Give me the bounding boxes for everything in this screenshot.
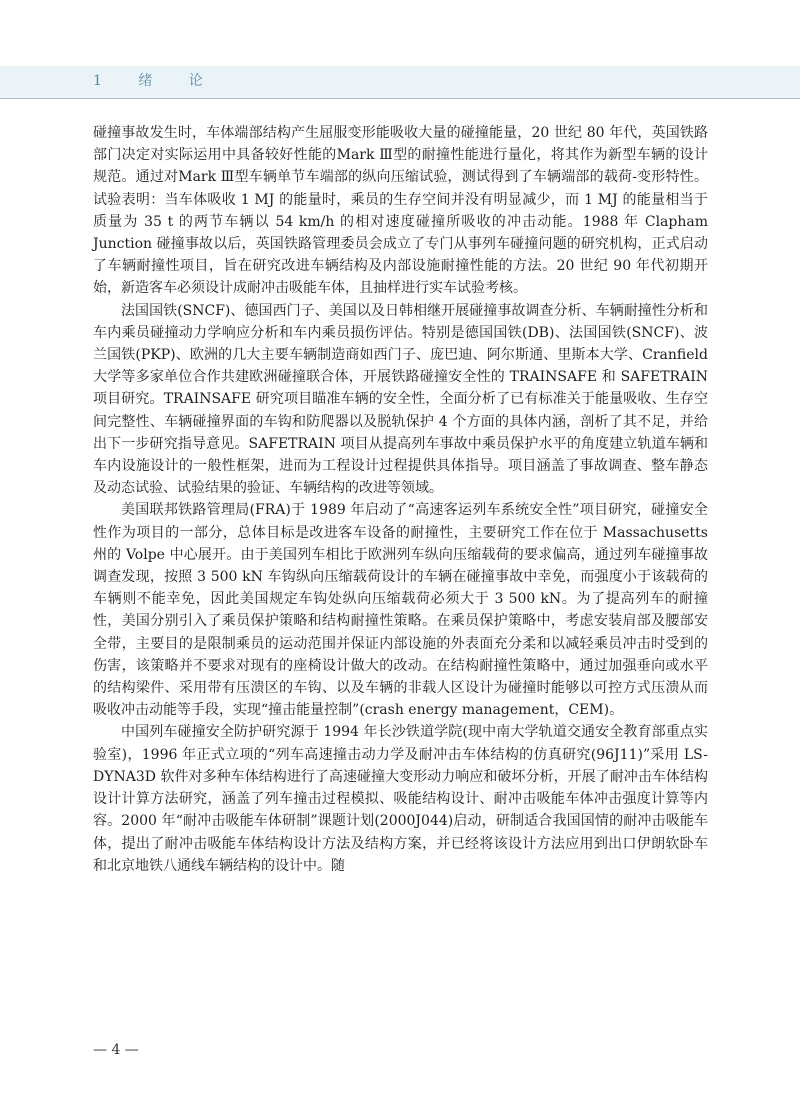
paragraph: 碰撞事故发生时，车体端部结构产生屈服变形能吸收大量的碰撞能量，20 世纪 80 年代，英国铁路部门决定对实际运用中具备较好性能的Mark Ⅲ型的耐撞性能进行量化，将其作为新型车辆的设计规范。通过对Mark Ⅲ型车辆单节车端部的纵向压缩试验，测试得到了车辆端部的载荷-变形特性。试验表明：当车体吸收 1 MJ 的能量时，乘员的生存空间并没有明显减少，而 1 MJ 的能量相当于质量为 35 t 的两节车辆以 54 km/h 的相对速度碰撞所吸收的冲击动能。1988 年 Clapham Junction 碰撞事故以后，英国铁路管理委员会成立了专门从事列车碰撞问题的研究机构，正式启动了车辆耐撞性项目，旨在研究改进车辆结构及内部设施耐撞性能的方法。20 世纪 90 年代初期开始，新造客车必须设计成耐冲击吸能车体，且抽样进行实车试验考核。 xyxy=(93,125,708,297)
running-header-rule xyxy=(0,98,800,99)
paragraph: 中国列车碰撞安全防护研究源于 1994 年长沙铁道学院(现中南大学轨道交通安全教育部重点实验室)，1996 年正式立项的“列车高速撞击动力学及耐冲击车体结构的仿真研究(96J11)”采用 LS-DYNA3D 软件对多种车体结构进行了高速碰撞大变形动力响应和破坏分析，开展了耐冲击车体结构设计计算方法研究，涵盖了列车撞击过程模拟、吸能结构设计、耐冲击吸能车体冲击强度计算等内容。2000 年“耐冲击吸能车体研制”课题计划(2000J044)启动，研制适合我国国情的耐冲击吸能车体，提出了耐冲击吸能车体结构设计方法及结构方案，并已经将该设计方法应用到出口伊朗软卧车和北京地铁八通线车辆结构的设计中。随 xyxy=(93,724,708,874)
body-text xyxy=(93,122,708,877)
page-number: — 4 — xyxy=(93,1042,139,1058)
paragraph: 法国国铁(SNCF)、德国西门子、美国以及日韩相继开展碰撞事故调查分析、车辆耐撞性分析和车内乘员碰撞动力学响应分析和车内乘员损伤评估。特别是德国国铁(DB)、法国国铁(SNCF)、波兰国铁(PKP)、欧洲的几大主要车辆制造商如西门子、庞巴迪、阿尔斯通、里斯本大学、Cranfield 大学等多家单位合作共建欧洲碰撞联合体，开展铁路碰撞安全性的 TRAINSAFE 和 SAFETRAIN 项目研究。TRAINSAFE 研究项目瞄准车辆的安全性，全面分析了已有标准关于能量吸收、生存空间完整性、车辆碰撞界面的车钩和防爬器以及脱轨保护 4 个方面的具体内涵，剖析了其不足，并给出下一步研究指导意见。SAFETRAIN 项目从提高列车事故中乘员保护水平的角度建立轨道车辆和车内设施设计的一般性框架，进而为工程设计过程提供具体指导。项目涵盖了事故调查、整车静态及动态试验、试验结果的验证、车辆结构的改进等领域。 xyxy=(93,302,708,497)
running-header-title: 1 绪 论 xyxy=(93,73,219,89)
paragraph: 美国联邦铁路管理局(FRA)于 1989 年启动了“高速客运列车系统安全性”项目研究，碰撞安全性作为项目的一部分，总体目标是改进客车设备的耐撞性，主要研究工作在位于 Massachusetts 州的 Volpe 中心展开。由于美国列车相比于欧洲列车纵向压缩载荷的要求偏高，通过列车碰撞事故调查发现，按照 3 500 kN 车钩纵向压缩载荷设计的车辆在碰撞事故中幸免，而强度小于该载荷的车辆则不能幸免，因此美国规定车钩处纵向压缩载荷必须大于 3 500 kN。为了提高列车的耐撞性，美国分别引入了乘员保护策略和结构耐撞性策略。在乘员保护策略中，考虑安装肩部及腰部安全带，主要目的是限制乘员的运动范围并保证内部设施的外表面充分柔和以减轻乘员冲击时受到的伤害，该策略并不要求对现有的座椅设计做大的改动。在结构耐撞性策略中，通过加强垂向或水平的结构梁件、采用带有压溃区的车钩、以及车辆的非载人区设计为碰撞时能够以可控方式压溃从而吸收冲击动能等手段，实现“撞击能量控制”(crash energy management，CEM)。 xyxy=(93,502,708,719)
